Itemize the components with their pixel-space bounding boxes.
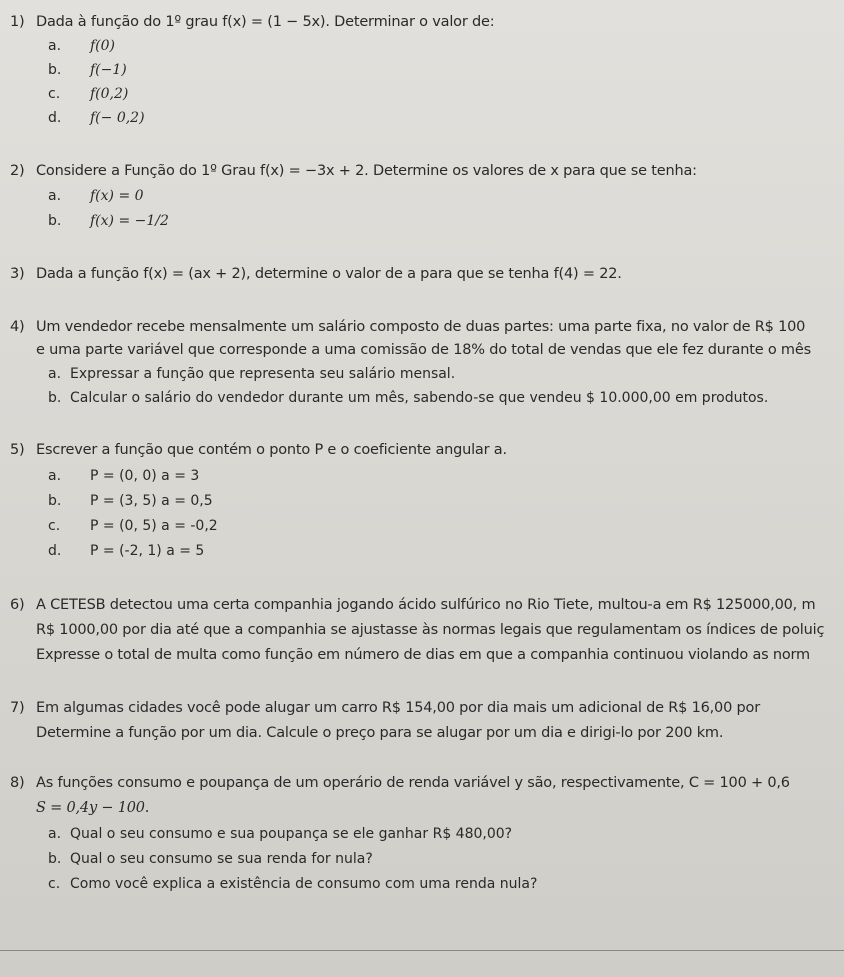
question-7: [10, 700, 760, 716]
list-item: [48, 493, 213, 509]
question-2: [10, 163, 697, 179]
list-item: [48, 826, 512, 842]
question-text-line-1: Em algumas cidades você pode alugar um carro R$ 154,00 por dia mais um adicional de R$ 16,00 por: [36, 700, 760, 716]
question-number: 3): [10, 266, 25, 282]
list-item: [48, 543, 204, 559]
question-text-line-3: Expresse o total de multa como função em número de dias em que a companhia continuou violando as norm: [36, 647, 810, 663]
item-expression: P = (0, 0) a = 3: [90, 468, 200, 484]
list-item: [48, 876, 537, 892]
question-text: Considere a Função do 1º Grau f(x) = −3x + 2. Determine os valores de x para que se tenha:: [36, 163, 697, 179]
question-number: 5): [10, 442, 25, 458]
list-item: [48, 390, 768, 406]
list-item: [48, 86, 128, 102]
list-item: [48, 518, 218, 534]
question-1: [10, 14, 494, 30]
question-text-line-2: Determine a função por um dia. Calcule o preço para se alugar por um dia e dirigi-lo por 200 km.: [36, 725, 724, 741]
item-label: c.: [48, 518, 61, 534]
item-label: c.: [48, 86, 61, 102]
list-item: [48, 366, 455, 382]
item-text: Qual o seu consumo e sua poupança se ele ganhar R$ 480,00?: [70, 826, 513, 842]
item-expression: f(0): [90, 38, 116, 54]
item-label: d.: [48, 543, 62, 559]
item-label: d.: [48, 110, 62, 126]
item-label: b.: [48, 62, 62, 78]
item-expression: P = (3, 5) a = 0,5: [90, 493, 213, 509]
question-3: [10, 266, 622, 282]
item-label: c.: [48, 876, 61, 892]
question-text-line-1: A CETESB detectou uma certa companhia jogando ácido sulfúrico no Rio Tiete, multou-a em R$ 125000,00, m: [36, 597, 816, 613]
list-item: [48, 188, 144, 204]
question-number: 2): [10, 163, 25, 179]
question-number: 6): [10, 597, 25, 613]
list-item: [48, 851, 373, 867]
item-label: a.: [48, 188, 62, 204]
question-text-line-2: R$ 1000,00 por dia até que a companhia se ajustasse às normas legais que regulamentam os índices de poluiç: [36, 622, 825, 638]
question-6: [10, 597, 815, 613]
list-item: [48, 468, 199, 484]
item-expression: P = (-2, 1) a = 5: [90, 543, 205, 559]
item-label: a.: [48, 366, 62, 382]
question-text: Dada a função f(x) = (ax + 2), determine o valor de a para que se tenha f(4) = 22.: [36, 266, 622, 282]
list-item: [48, 110, 145, 126]
question-number: 4): [10, 319, 25, 335]
question-number: 8): [10, 775, 25, 791]
question-text: Escrever a função que contém o ponto P e o coeficiente angular a.: [36, 442, 507, 458]
item-label: b.: [48, 493, 62, 509]
item-expression: P = (0, 5) a = -0,2: [90, 518, 218, 534]
question-text-line-2: S = 0,4y − 100.: [36, 800, 150, 816]
item-label: b.: [48, 390, 62, 406]
item-text: Como você explica a existência de consumo com uma renda nula?: [70, 876, 538, 892]
question-8: [10, 775, 790, 791]
item-expression: f(0,2): [90, 86, 129, 102]
item-text: Qual o seu consumo se sua renda for nula?: [70, 851, 373, 867]
question-number: 7): [10, 700, 25, 716]
question-text: Dada à função do 1º grau f(x) = (1 − 5x). Determinar o valor de:: [36, 14, 495, 30]
item-label: a.: [48, 468, 62, 484]
item-label: a.: [48, 826, 62, 842]
item-label: b.: [48, 213, 62, 229]
item-text: Expressar a função que representa seu salário mensal.: [70, 366, 456, 382]
question-text-line-1: As funções consumo e poupança de um operário de renda variável y são, respectivamente, C = 100 + 0,6: [36, 775, 790, 791]
item-expression: f(−1): [90, 62, 127, 78]
item-expression: f(− 0,2): [90, 110, 145, 126]
question-number: 1): [10, 14, 25, 30]
list-item: [48, 213, 169, 229]
item-label: b.: [48, 851, 62, 867]
item-expression: f(x) = 0: [90, 188, 144, 204]
item-label: a.: [48, 38, 62, 54]
bottom-divider: [0, 950, 844, 951]
question-text-line-2: e uma parte variável que corresponde a uma comissão de 18% do total de vendas que ele fez durante o mês: [36, 342, 811, 358]
list-item: [48, 62, 127, 78]
item-expression: f(x) = −1/2: [90, 213, 169, 229]
question-text-line-1: Um vendedor recebe mensalmente um salário composto de duas partes: uma parte fixa, no valor de R$ 100: [36, 319, 806, 335]
question-5: [10, 442, 507, 458]
question-4: [10, 319, 805, 335]
list-item: [48, 38, 115, 54]
item-text: Calcular o salário do vendedor durante um mês, sabendo-se que vendeu $ 10.000,00 em produtos.: [70, 390, 769, 406]
